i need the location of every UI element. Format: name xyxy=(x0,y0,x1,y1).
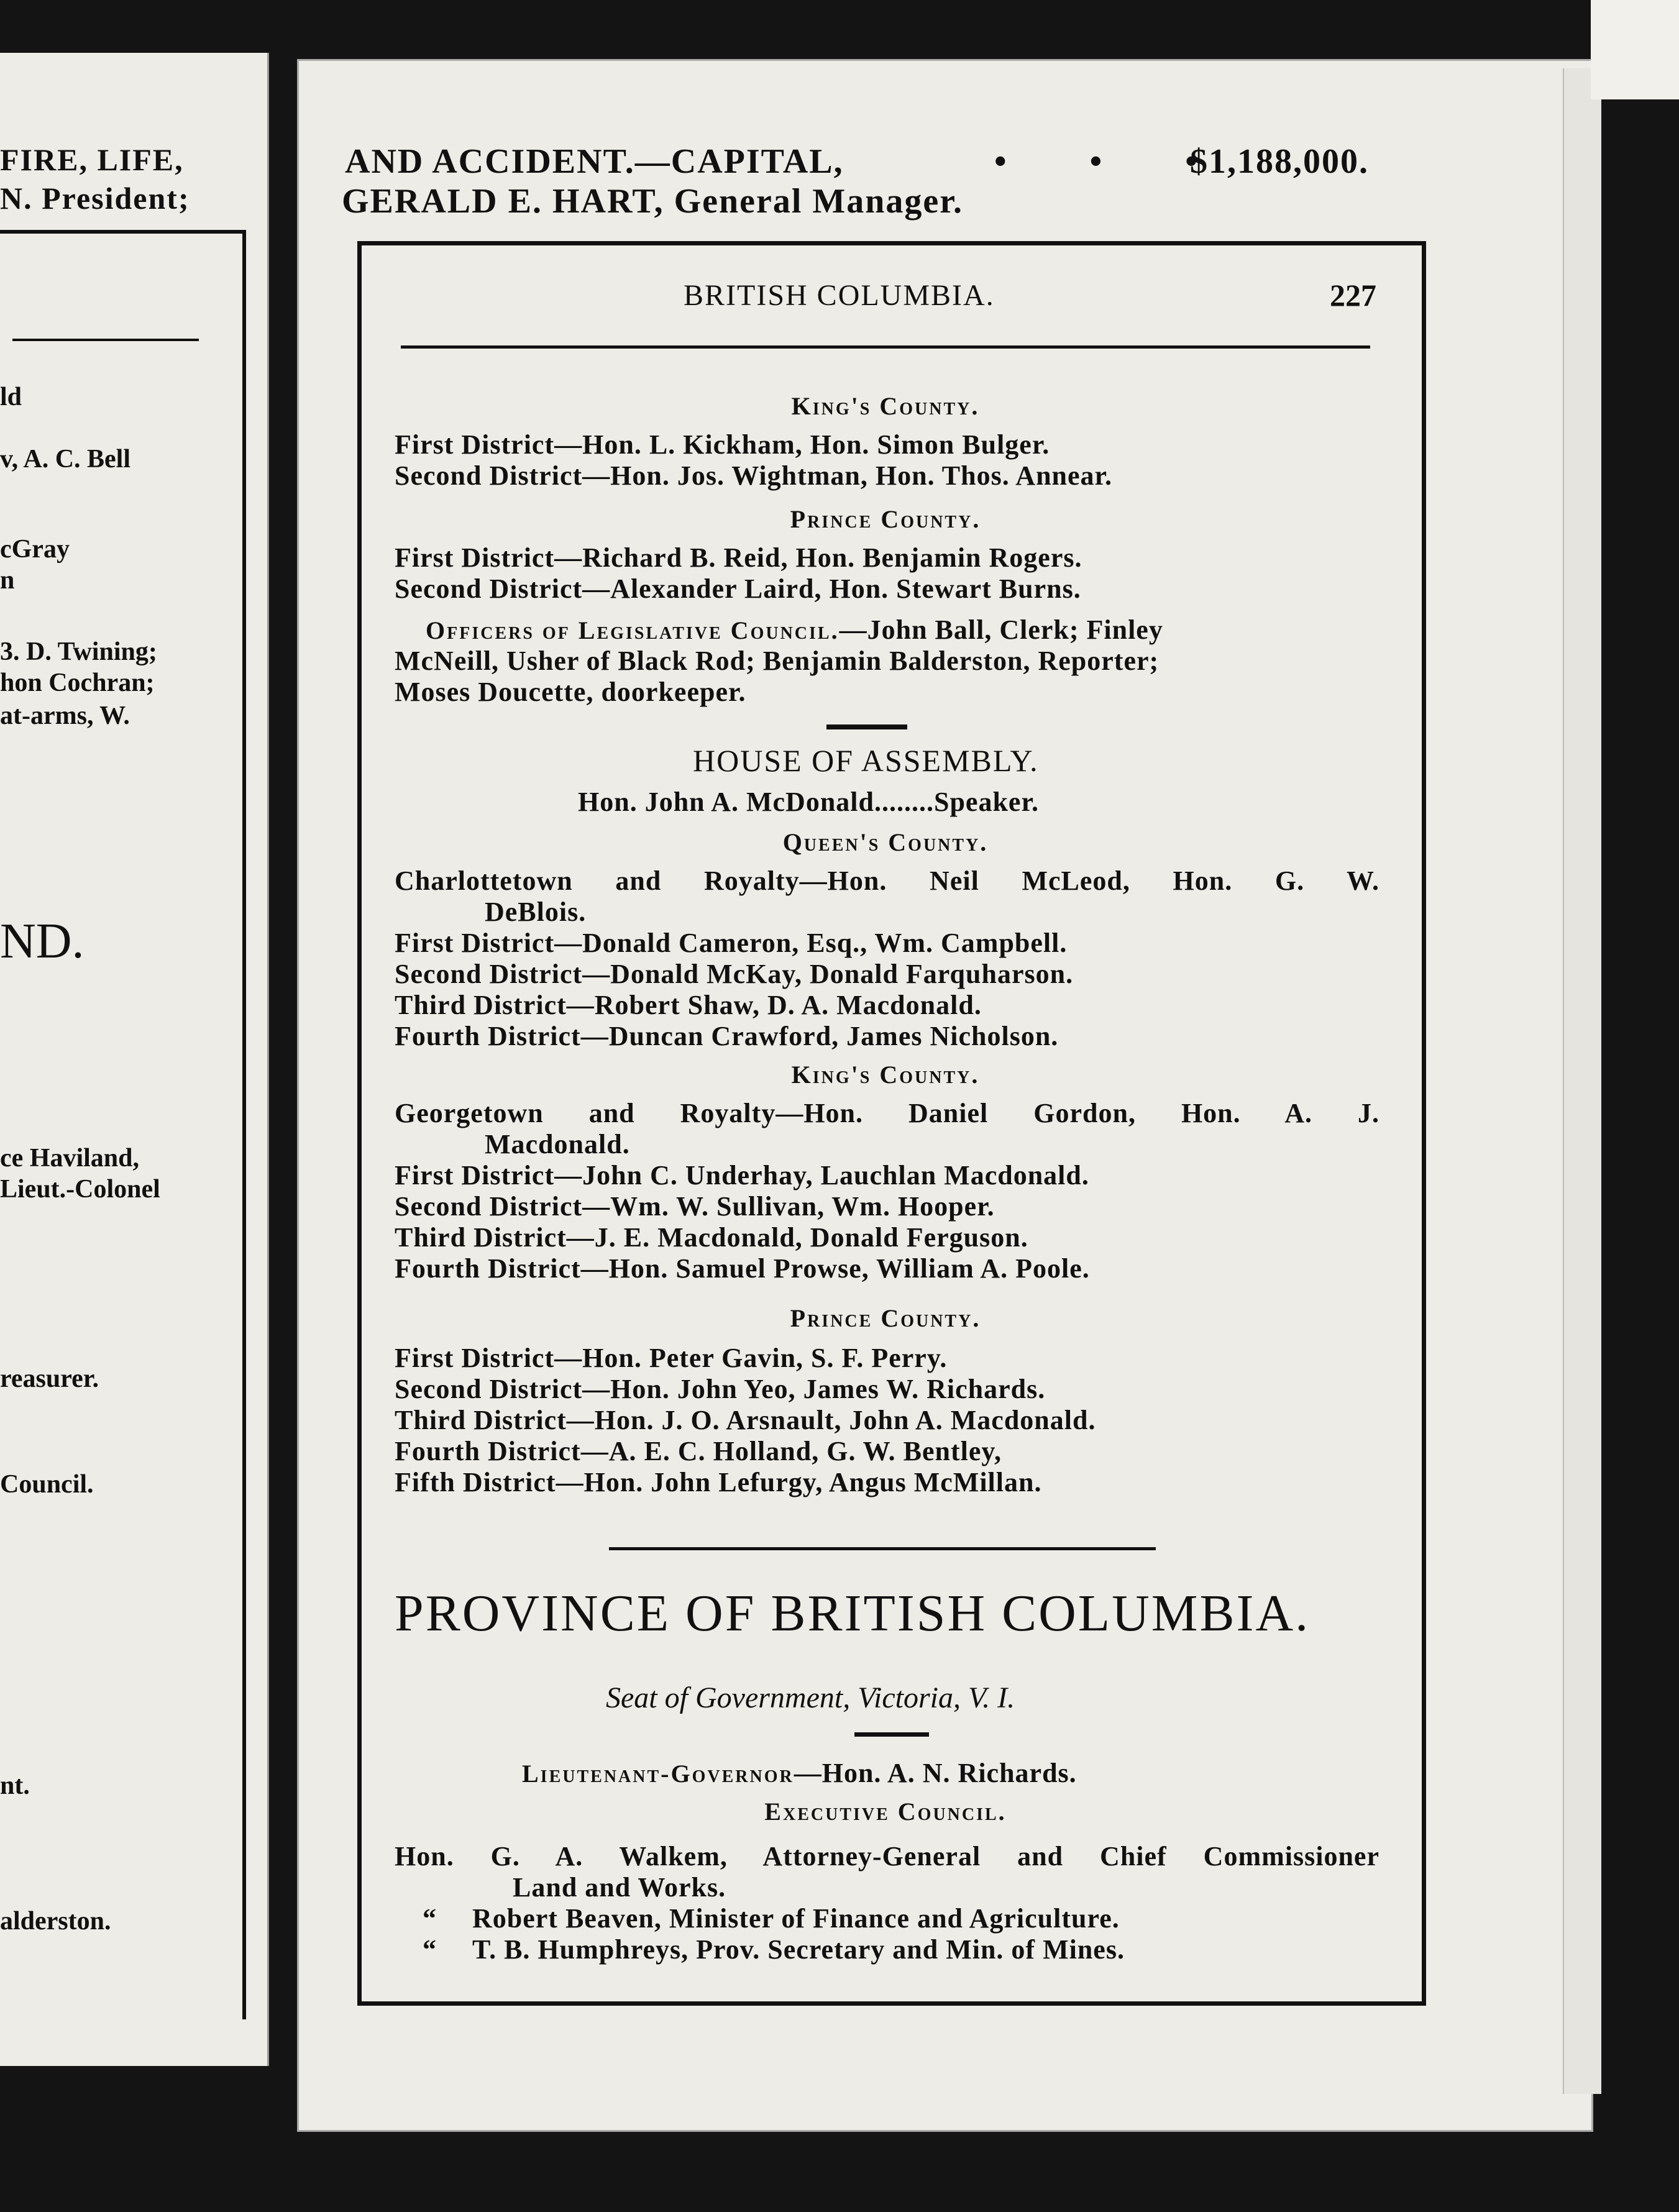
lt-governor-line xyxy=(522,1757,1077,1789)
district-line: Third District—Robert Shaw, D. A. Macdonald. xyxy=(395,990,982,1020)
left-divider xyxy=(12,339,199,341)
banner-line2: GERALD E. HART, General Manager. xyxy=(342,182,964,221)
section-heading: Queen's County. xyxy=(782,828,989,856)
left-frame-top xyxy=(0,230,245,234)
ditto-mark: “ xyxy=(423,1903,437,1934)
left-fragment: cGray xyxy=(0,535,70,564)
district-line-cont: DeBlois. xyxy=(485,897,587,927)
section-rule xyxy=(609,1547,1156,1550)
page-corner xyxy=(1591,0,1679,99)
section-heading: Prince County. xyxy=(790,1304,981,1332)
left-fragment: Council. xyxy=(0,1470,94,1499)
left-header-line2: N. President; xyxy=(0,181,190,216)
page-edge xyxy=(1563,68,1601,2094)
district-line: Fourth District—Hon. Samuel Prowse, William A. Poole. xyxy=(395,1253,1090,1284)
left-fragment: hon Cochran; xyxy=(0,669,155,697)
district-line: First District—Hon. L. Kickham, Hon. Simon Bulger. xyxy=(395,429,1050,460)
speaker-line: Hon. John A. McDonald........Speaker. xyxy=(578,787,1039,817)
left-fragment: at-arms, W. xyxy=(0,702,130,730)
banner-line1: AND ACCIDENT.—CAPITAL, xyxy=(345,142,844,181)
lt-governor-label: Lieutenant-Governor xyxy=(522,1760,794,1788)
left-fragment: n xyxy=(0,566,15,595)
district-line: First District—Donald Cameron, Esq., Wm. Campbell. xyxy=(395,928,1068,958)
section-heading: King's County. xyxy=(791,392,980,420)
seat-of-government: Seat of Government, Victoria, V. I. xyxy=(606,1681,1015,1714)
section-heading: Prince County. xyxy=(790,505,981,533)
banner-dots: • • • xyxy=(994,142,1235,181)
left-fragment: ld xyxy=(0,383,22,411)
short-rule xyxy=(854,1732,929,1737)
running-head-title: BRITISH COLUMBIA. xyxy=(684,279,995,312)
left-fragment-large: ND. xyxy=(0,914,85,969)
running-head-rule xyxy=(401,345,1370,349)
officers-line xyxy=(426,614,1163,646)
district-line: First District—Hon. Peter Gavin, S. F. Perry. xyxy=(395,1343,948,1373)
left-frame-side xyxy=(242,230,246,2019)
officers-line: Moses Doucette, doorkeeper. xyxy=(395,677,746,707)
district-line: Third District—Hon. J. O. Arsnault, John A. Macdonald. xyxy=(395,1405,1096,1435)
district-line: Second District—Hon. John Yeo, James W. Richards. xyxy=(395,1374,1046,1404)
left-fragment: alderston. xyxy=(0,1907,111,1936)
district-line: Second District—Wm. W. Sullivan, Wm. Hooper. xyxy=(395,1191,995,1222)
district-line: First District—Richard B. Reid, Hon. Benjamin Rogers. xyxy=(395,542,1082,573)
officers-line: McNeill, Usher of Black Rod; Benjamin Balderston, Reporter; xyxy=(395,646,1160,676)
exec-line: T. B. Humphreys, Prov. Secretary and Min. of Mines. xyxy=(472,1934,1125,1965)
lt-governor-name: —Hon. A. N. Richards. xyxy=(794,1758,1077,1788)
district-line: Georgetown and Royalty—Hon. Daniel Gordon, Hon. A. J. xyxy=(395,1098,1379,1128)
left-fragment: Lieut.-Colonel xyxy=(0,1175,160,1204)
district-line: Second District—Donald McKay, Donald Farquharson. xyxy=(395,959,1074,989)
assembly-title: HOUSE OF ASSEMBLY. xyxy=(693,743,1039,778)
left-fragment: v, A. C. Bell xyxy=(0,445,131,473)
left-fragment: nt. xyxy=(0,1771,30,1800)
province-title: PROVINCE OF BRITISH COLUMBIA. xyxy=(395,1584,1311,1642)
exec-line-cont: Land and Works. xyxy=(513,1872,726,1903)
section-heading: Executive Council. xyxy=(764,1798,1007,1826)
ditto-mark: “ xyxy=(423,1934,437,1965)
exec-line: Hon. G. A. Walkem, Attorney-General and Chief Commissioner xyxy=(395,1841,1379,1872)
left-fragment: 3. D. Twining; xyxy=(0,638,157,666)
district-line-cont: Macdonald. xyxy=(485,1129,630,1159)
district-line: Second District—Hon. Jos. Wightman, Hon. Thos. Annear. xyxy=(395,460,1113,491)
left-header-line1: FIRE, LIFE, xyxy=(0,142,184,177)
officers-text: —John Ball, Clerk; Finley xyxy=(839,615,1163,645)
short-rule xyxy=(826,724,907,729)
left-fragment: ce Haviland, xyxy=(0,1144,140,1172)
exec-line: Robert Beaven, Minister of Finance and Agriculture. xyxy=(472,1903,1120,1934)
page-number: 227 xyxy=(1330,278,1376,313)
district-line: Third District—J. E. Macdonald, Donald Ferguson. xyxy=(395,1222,1028,1253)
section-heading: King's County. xyxy=(791,1061,980,1089)
district-line: Fourth District—Duncan Crawford, James Nicholson. xyxy=(395,1021,1059,1051)
district-line: Fifth District—Hon. John Lefurgy, Angus McMillan. xyxy=(395,1467,1042,1497)
district-line: Charlottetown and Royalty—Hon. Neil McLeod, Hon. G. W. xyxy=(395,866,1379,896)
district-line: Second District—Alexander Laird, Hon. Stewart Burns. xyxy=(395,574,1081,604)
district-line: First District—John C. Underhay, Lauchlan Macdonald. xyxy=(395,1160,1089,1191)
district-line: Fourth District—A. E. C. Holland, G. W. Bentley, xyxy=(395,1436,1002,1466)
banner-capital: $1,188,000. xyxy=(1190,142,1369,181)
left-fragment: reasurer. xyxy=(0,1364,99,1393)
officers-label: Officers of Legislative Council. xyxy=(426,616,840,644)
left-page xyxy=(0,53,269,2066)
